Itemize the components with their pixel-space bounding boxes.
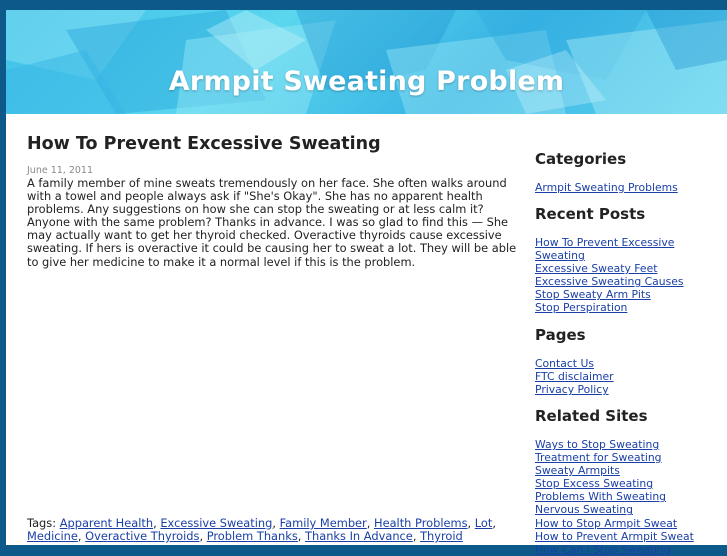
page [6,10,727,556]
recent-posts-list [535,236,685,315]
recent-post-link[interactable]: Stop Sweaty Arm Pits [535,288,651,302]
page-link[interactable]: Privacy Policy [535,383,609,397]
list-item [535,464,694,477]
list-item [535,503,694,516]
pages-list [535,357,614,396]
site-title[interactable]: Armpit Sweating Problem [168,66,565,97]
list-item [535,262,685,275]
post-date: June 11, 2011 [27,165,94,176]
recent-post-link[interactable]: Excessive Sweaty Feet [535,262,658,276]
related-site-link[interactable]: Sweaty Armpits [535,464,620,478]
tag-link[interactable]: Family Member [279,516,367,530]
post-tags: Tags: Apparent Health, Excessive Sweating, Family Member, Health Problems, Lot, Medicine, Overactive Thyroids, Problem Thanks, Thanks In Advance, Thyroid [27,516,496,544]
tag-link[interactable]: Problem Thanks [206,529,298,544]
recent-post-link[interactable]: How To Prevent Excessive Sweating [535,236,675,263]
related-site-link[interactable]: Treatment for Sweating [535,451,662,465]
list-item [535,275,685,288]
page-link[interactable]: Contact Us [535,357,594,370]
categories-heading: Categories [535,150,627,168]
related-site-link[interactable]: How to Prevent Armpit Sweat [535,529,694,543]
related-sites-list [535,438,694,556]
page-link[interactable]: FTC disclaimer [535,370,614,384]
list-item [535,438,694,451]
tag-link[interactable]: Health Problems [374,516,468,530]
recent-post-link[interactable]: Excessive Sweating Causes [535,275,684,289]
list-item [535,543,694,556]
list-item [535,451,694,464]
recent-posts-heading: Recent Posts [535,205,646,223]
list-item [535,517,694,530]
header-background-art [6,10,727,114]
recent-post-link[interactable]: Stop Perspiration [535,301,628,315]
tag-link[interactable]: Lot [474,516,493,530]
related-site-link[interactable]: Nervous Sweating [535,503,633,517]
list-item [535,490,694,503]
tag-link[interactable]: Apparent Health [59,516,154,530]
post-body: A family member of mine sweats tremendously on her face. She often walks around with a towel and people always ask if "She's Okay". She has no apparent health problems. Any suggestions on how she can stop the sweating or at less calm it? Anyone with the same problem? Thanks in advance. I was so glad to find this — She may actually want to get her thyroid checked. Overactive thyroids cause excessive sweating. If hers is overactive it could be causing her to sweat a lot. They will be able to give her medicine to make it a normal level if this is the problem. [27,176,517,269]
list-item [535,357,614,370]
list-item [535,301,685,314]
related-site-link[interactable]: How Can I Stop Sweating [535,542,671,556]
tags-label: Tags: [27,516,57,530]
tag-link[interactable]: Thyroid [420,529,463,544]
list-item [535,236,685,262]
list-item [535,530,694,543]
tag-link[interactable]: Excessive Sweating [160,516,273,530]
related-sites-heading: Related Sites [535,407,648,425]
related-site-link[interactable]: Ways to Stop Sweating [535,438,660,451]
list-item [535,370,614,383]
tag-link[interactable]: Medicine [27,529,78,544]
tag-link[interactable]: Overactive Thyroids [85,529,200,544]
site-header [6,10,727,114]
list-item [535,181,678,194]
related-site-link[interactable]: Stop Excess Sweating [535,477,654,491]
related-site-link[interactable]: How to Stop Armpit Sweat [535,516,678,530]
list-item [535,477,694,490]
list-item [535,383,614,396]
pages-heading: Pages [535,326,586,344]
post-title[interactable]: How To Prevent Excessive Sweating [27,134,381,154]
tag-link[interactable]: Thanks In Advance [305,529,413,544]
related-site-link[interactable]: Problems With Sweating [535,490,667,504]
post-article [27,134,517,545]
category-link[interactable]: Armpit Sweating Problems [535,181,678,194]
list-item [535,288,685,301]
categories-list [535,181,678,194]
